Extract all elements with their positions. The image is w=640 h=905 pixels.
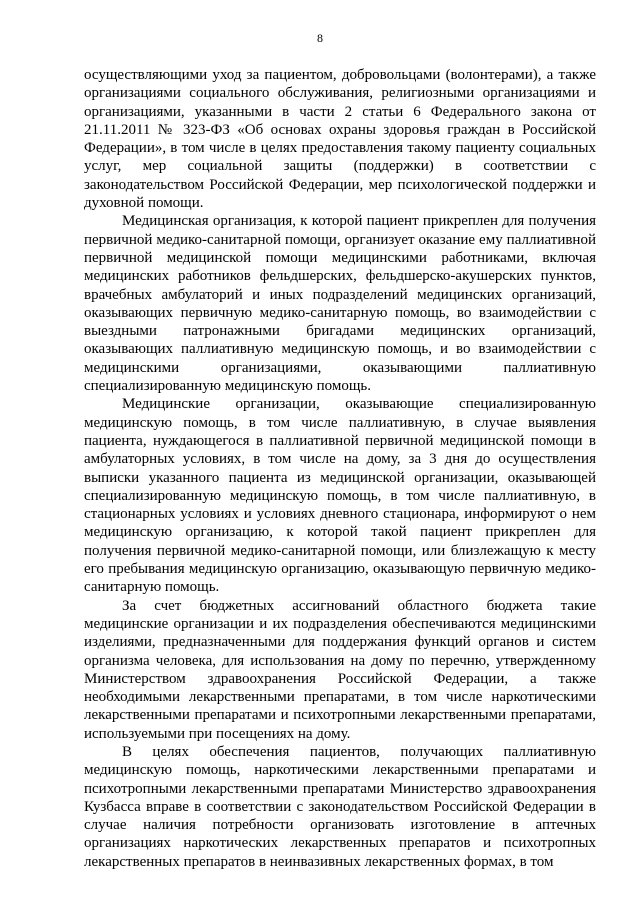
paragraph-primary-care-organization: Медицинская организация, к которой пациент прикреплен для получения первичной медико-санитарной помощи, организует оказание ему паллиативной первичной медицинской помощи медицинскими работниками, включая медицинских работников фельдшерских, фельдшерско-акушерских пунктов, врачебных амбулаторий и иных подразделений медицинских организаций, оказывающих первичную медико-санитарную помощь, во взаимодействии с выездными патронажными бригадами медицинских организаций, оказывающих паллиативную медицинскую помощь, и во взаимодействии с медицинскими организациями, оказывающими паллиативную специализированную медицинскую помощь. [84,213,596,395]
paragraph-continuation: осуществляющими уход за пациентом, добровольцами (волонтерами), а также организациями социального обслуживания, религиозными организациями и организациями, указанными в части 2 статьи 6 Федерального закона от 21.11.2011 № 323-ФЗ «Об основах охраны здоровья граждан в Российской Федерации», в том числе в целях предоставления такому пациенту социальных услуг, мер социальной защиты (поддержки) в соответствии с законодательством Российской Федерации, мер психологической поддержки и духовной помощи. [84,67,596,212]
paragraph-budget-funding: За счет бюджетных ассигнований областного бюджета такие медицинские организации и их подразделения обеспечиваются медицинскими изделиями, предназначенными для поддержания функций органов и систем организма человека, для использования на дому по перечню, утвержденному Министерством здравоохранения Российской Федерации, а также необходимыми лекарственными препаратами, в том числе наркотическими лекарственными препаратами и психотропными лекарственными препаратами, используемыми при посещениях на дому. [84,597,596,742]
paragraph-narcotic-drugs: В целях обеспечения пациентов, получающих паллиативную медицинскую помощь, наркотическими лекарственными препаратами и психотропными лекарственными препаратами Министерство здравоохранения Кузбасса вправе в соответствии с законодательством Российской Федерации в случае наличия потребности организовать изготовление в аптечных организациях наркотических лекарственных препаратов и психотропных лекарственных препаратов в неинвазивных лекарственных формах, в том [84,743,596,870]
document-body [84,66,596,871]
paragraph-specialized-care-discharge: Медицинские организации, оказывающие специализированную медицинскую помощь, в том числе паллиативную, в случае выявления пациента, нуждающегося в паллиативной первичной медицинской помощи в амбулаторных условиях, в том числе на дому, за 3 дня до осуществления выписки указанного пациента из медицинской организации, оказывающей специализированную медицинскую помощь, в том числе паллиативную, в стационарных условиях и условиях дневного стационара, информируют о нем медицинскую организацию, к которой такой пациент прикреплен для получения первичной медико-санитарной помощи, или близлежащую к месту его пребывания медицинскую организацию, оказывающую первичную медико-санитарную помощь. [84,396,596,596]
page-number: 8 [317,31,323,45]
